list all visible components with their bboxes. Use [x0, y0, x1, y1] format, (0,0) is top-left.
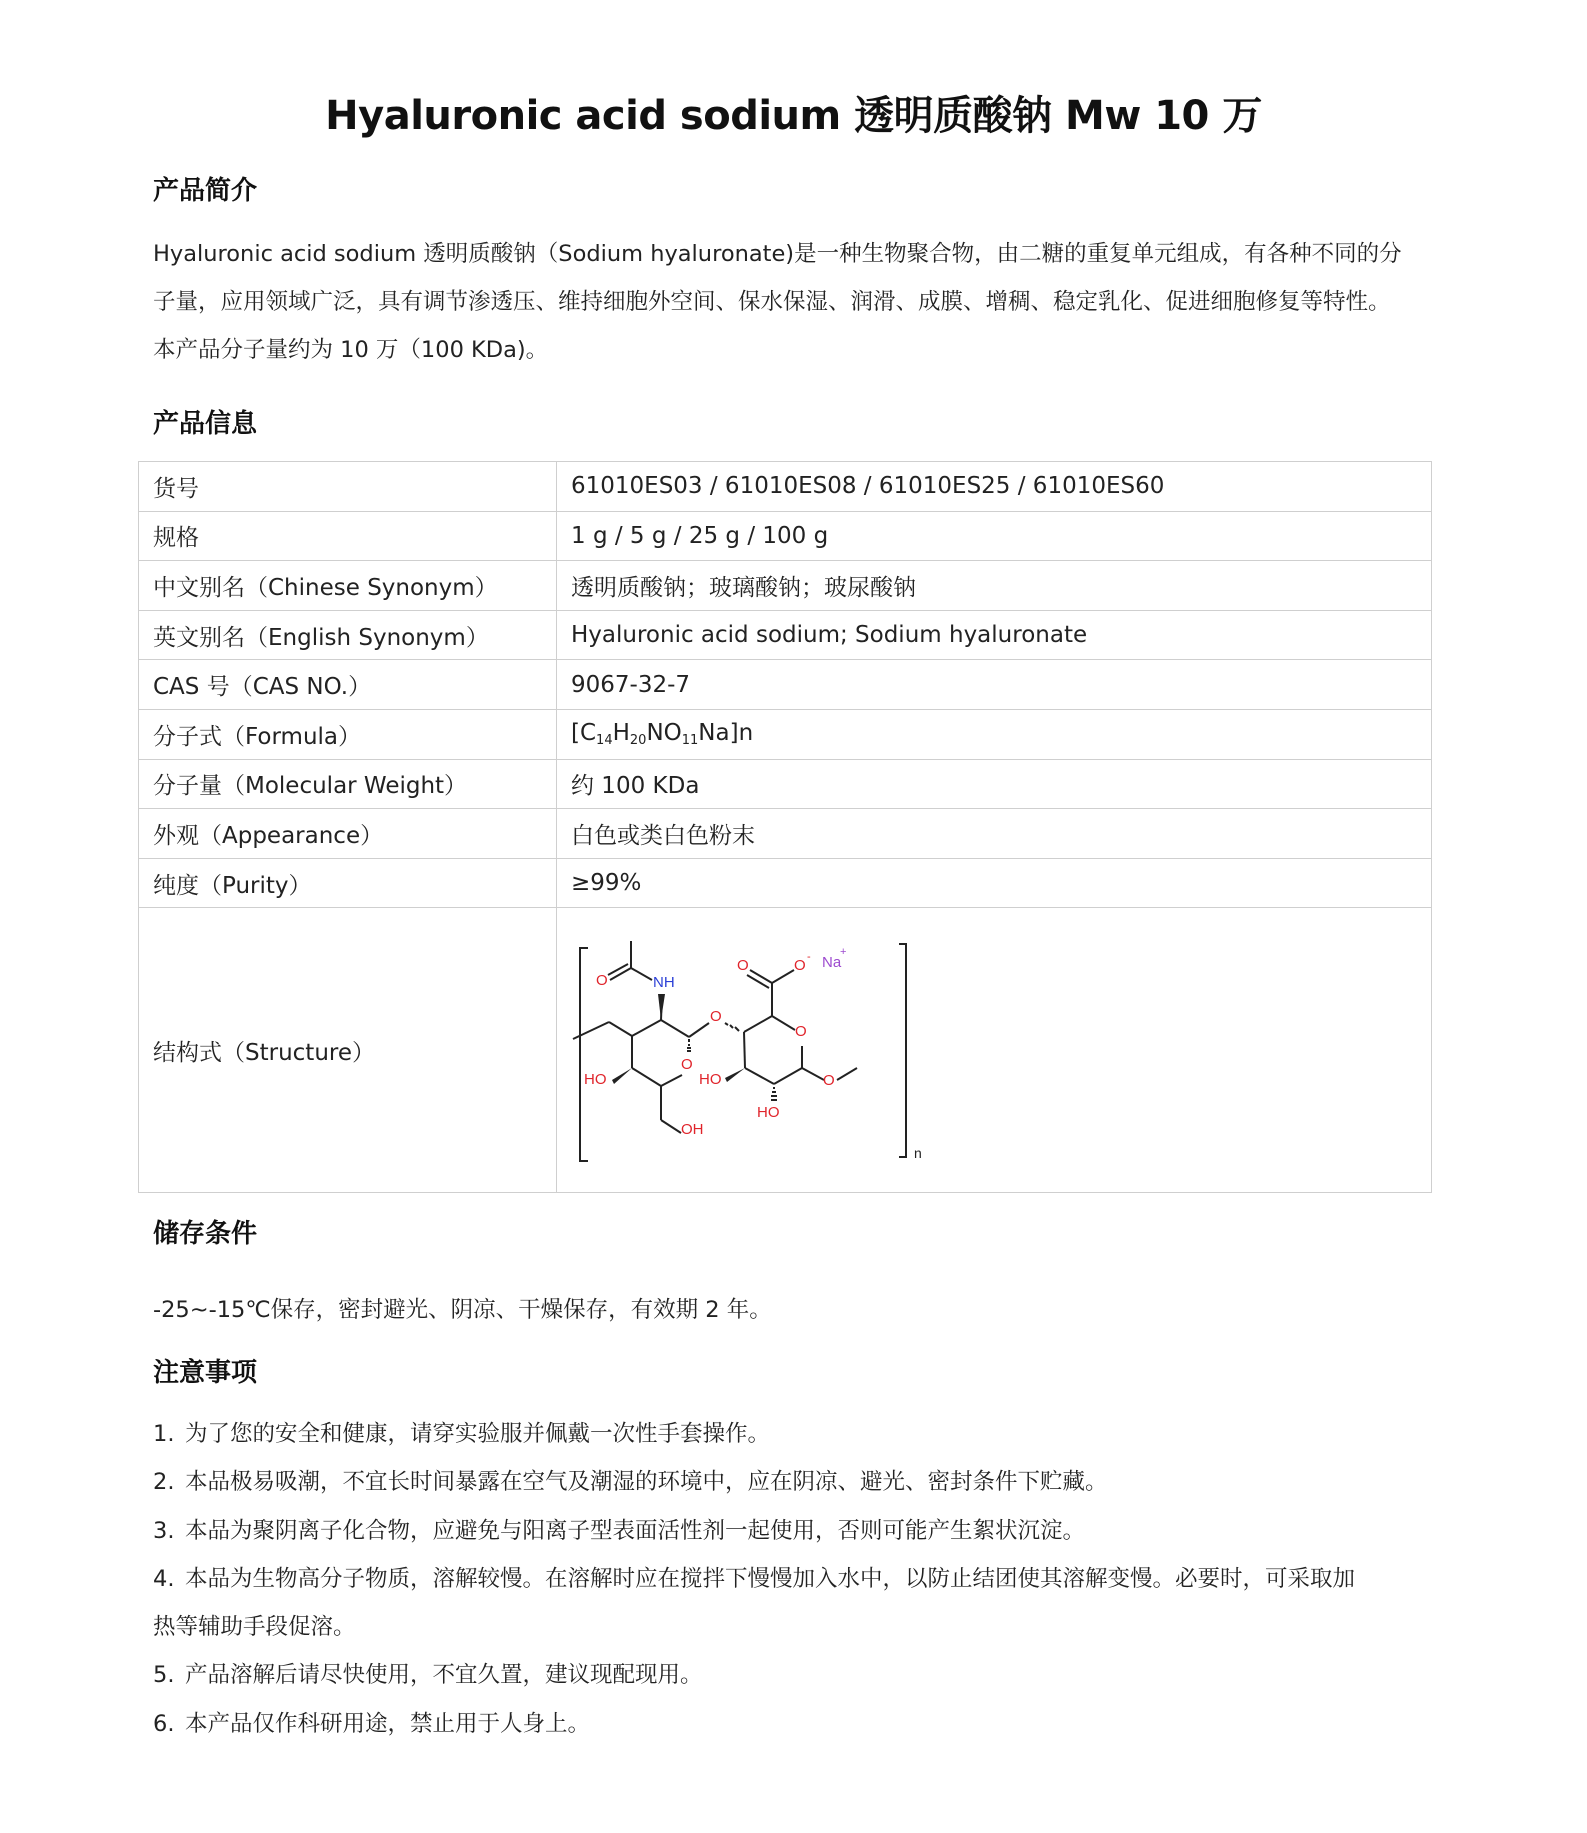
item-text: 本品为生物高分子物质，溶解较慢。在溶解时应在搅拌下慢慢加入水中，以防止结团使其溶解变慢。必要时，可采取加: [185, 1565, 1356, 1592]
item-number: 2.: [153, 1469, 175, 1496]
atom-ho: HO: [757, 1104, 780, 1122]
charge-plus: +: [840, 946, 847, 959]
formula-part: Na]n: [698, 720, 754, 747]
row-label-mw: 分子量（Molecular Weight）: [139, 759, 557, 809]
row-label-purity: 纯度（Purity）: [139, 858, 557, 908]
formula-part: NO: [646, 720, 682, 747]
row-label-catalog: 货号: [139, 462, 557, 512]
atom-ho: HO: [699, 1071, 722, 1089]
list-item: [153, 1700, 1453, 1748]
list-item: [153, 1410, 1453, 1458]
info-heading: 产品信息: [153, 409, 258, 439]
row-value-appearance: 白色或类白色粉末: [557, 809, 1432, 859]
notes-heading: 注意事项: [153, 1358, 258, 1388]
atom-o-ring: O: [681, 1056, 693, 1074]
row-value-mw: 约 100 KDa: [557, 759, 1432, 809]
item-text: 本品极易吸潮，不宜长时间暴露在空气及潮湿的环境中，应在阴凉、避光、密封条件下贮藏。: [185, 1469, 1108, 1496]
row-label-cn-synonym: 中文别名（Chinese Synonym）: [139, 561, 557, 611]
row-label-en-synonym: 英文别名（English Synonym）: [139, 610, 557, 660]
charge-minus: -: [807, 951, 811, 964]
bonds: [573, 941, 906, 1161]
table-row: [139, 610, 1432, 660]
intro-paragraph: [153, 230, 1453, 374]
intro-line: 本产品分子量约为 10 万（100 KDa)。: [153, 337, 549, 363]
table-row: [139, 561, 1432, 611]
table-row: [139, 462, 1432, 512]
formula-subscript: 14: [596, 733, 613, 749]
row-value-spec: 1 g / 5 g / 25 g / 100 g: [557, 511, 1432, 561]
row-value-en-synonym: Hyaluronic acid sodium; Sodium hyaluronate: [557, 610, 1432, 660]
formula-subscript: 20: [629, 733, 647, 749]
item-text: 为了您的安全和健康，请穿实验服并佩戴一次性手套操作。: [185, 1421, 771, 1447]
atom-o-minus: O: [794, 957, 806, 975]
row-value-catalog: 61010ES03 / 61010ES08 / 61010ES25 / 61010ES60: [557, 462, 1432, 512]
table-row: [139, 759, 1432, 809]
storage-heading: 储存条件: [153, 1219, 258, 1249]
intro-line: 子量，应用领域广泛，具有调节渗透压、维持细胞外空间、保水保湿、润滑、成膜、增稠、稳定乳化、促进细胞修复等特性。: [153, 289, 1391, 315]
row-label-formula: 分子式（Formula）: [139, 709, 557, 759]
row-value-cn-synonym: 透明质酸钠；玻璃酸钠；玻尿酸钠: [557, 561, 1432, 611]
repeat-n: n: [914, 1145, 922, 1162]
item-number: 6.: [153, 1710, 175, 1737]
product-info-table: [138, 461, 1432, 1193]
row-value-purity: ≥99%: [557, 858, 1432, 908]
item-number: 3.: [153, 1517, 175, 1544]
atom-o-link: O: [823, 1072, 835, 1090]
table-row: [139, 858, 1432, 908]
left-bracket: [580, 948, 588, 1161]
formula-part: [C: [571, 720, 597, 747]
atom-o: O: [596, 972, 608, 990]
row-label-structure: 结构式（Structure）: [139, 908, 557, 1193]
list-item-continuation: [153, 1603, 1453, 1651]
page-title: Hyaluronic acid sodium 透明质酸钠 Mw 10 万: [325, 93, 1262, 139]
formula-part: H: [612, 720, 630, 747]
row-label-appearance: 外观（Appearance）: [139, 809, 557, 859]
right-bracket: [899, 944, 906, 1157]
list-item: [153, 1555, 1453, 1603]
item-text: 热等辅助手段促溶。: [153, 1614, 356, 1641]
atom-o-bridge: O: [710, 1008, 722, 1026]
row-label-cas: CAS 号（CAS NO.）: [139, 660, 557, 710]
item-text: 本品为聚阴离子化合物，应避免与阳离子型表面活性剂一起使用，否则可能产生絮状沉淀。: [185, 1517, 1086, 1544]
atom-ho: HO: [584, 1071, 607, 1089]
hash-bonds: [687, 1023, 777, 1100]
item-number: 4.: [153, 1565, 175, 1592]
row-value-formula: [557, 709, 1432, 759]
table-row: [139, 511, 1432, 561]
intro-heading: 产品简介: [153, 176, 258, 206]
list-item: [153, 1458, 1453, 1506]
storage-text: -25~-15℃保存，密封避光、阴凉、干燥保存，有效期 2 年。: [153, 1297, 772, 1323]
item-text: 产品溶解后请尽快使用，不宜久置，建议现配现用。: [185, 1662, 703, 1689]
table-row: [139, 709, 1432, 759]
item-text: 本产品仅作科研用途，禁止用于人身上。: [185, 1710, 591, 1737]
list-item: [153, 1651, 1453, 1699]
list-item: [153, 1507, 1453, 1555]
table-row: [139, 908, 1432, 1193]
table-row: [139, 809, 1432, 859]
structure-diagram-cell: [557, 908, 1432, 1193]
row-label-spec: 规格: [139, 511, 557, 561]
atom-o-ring: O: [795, 1023, 807, 1041]
atom-oh: OH: [681, 1121, 704, 1139]
atom-o-acid: O: [737, 957, 749, 975]
notes-list: [153, 1410, 1453, 1748]
atom-na: Na: [822, 954, 842, 972]
formula-subscript: 11: [681, 733, 699, 749]
atom-nh: NH: [653, 974, 675, 992]
table-row: [139, 660, 1432, 710]
item-number: 5.: [153, 1662, 175, 1689]
structure-diagram: [557, 908, 1427, 1192]
intro-line: Hyaluronic acid sodium 透明质酸钠（Sodium hyaluronate)是一种生物聚合物，由二糖的重复单元组成，有各种不同的分: [153, 241, 1402, 267]
item-number: 1.: [153, 1421, 175, 1447]
row-value-cas: 9067-32-7: [557, 660, 1432, 710]
